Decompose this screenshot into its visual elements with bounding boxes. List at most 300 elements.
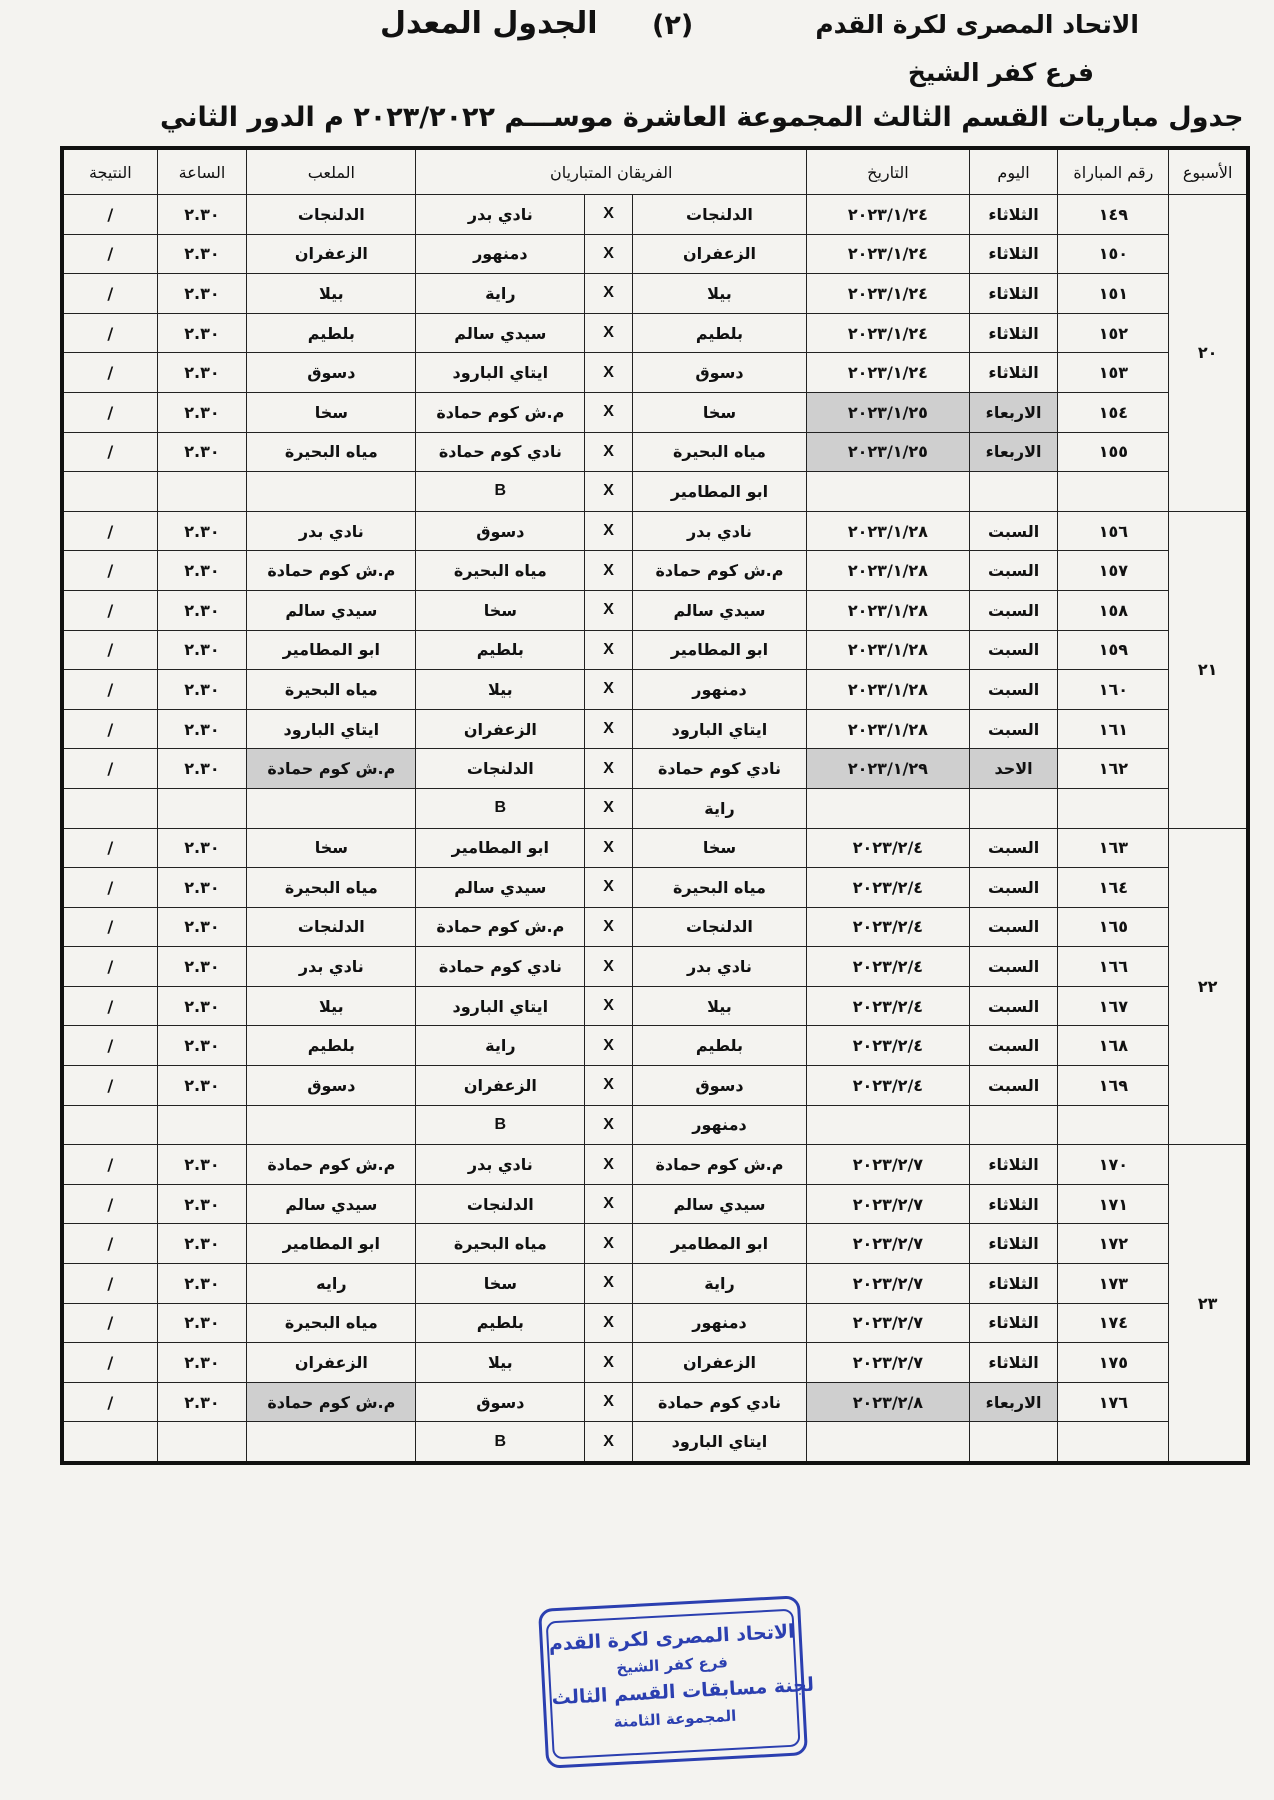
home-team: ايتاي البارود (632, 709, 806, 749)
kickoff-time: ٢.٣٠ (157, 828, 247, 868)
kickoff-time: ٢.٣٠ (157, 392, 247, 432)
match-number: ١٦٦ (1058, 947, 1169, 987)
match-day: السبت (969, 590, 1058, 630)
match-number: ١٥٦ (1058, 511, 1169, 551)
empty-cell (969, 472, 1058, 512)
bye-label: B (416, 1422, 585, 1463)
away-team: بيلا (416, 670, 585, 710)
away-team: الزعفران (416, 1066, 585, 1106)
match-day: الثلاثاء (969, 234, 1058, 274)
venue: رايه (247, 1264, 416, 1304)
stamp-line-1: الاتحاد المصرى لكرة القدم (548, 1620, 796, 1656)
match-number: ١٦٠ (1058, 670, 1169, 710)
match-number: ١٦١ (1058, 709, 1169, 749)
match-number: ١٦٢ (1058, 749, 1169, 789)
kickoff-time: ٢.٣٠ (157, 313, 247, 353)
match-row (62, 1303, 1248, 1343)
versus-mark: X (585, 274, 633, 314)
match-date: ٢٠٢٣/٢/٧ (807, 1145, 970, 1185)
result: / (62, 313, 157, 353)
match-number: ١٦٥ (1058, 907, 1169, 947)
match-date: ٢٠٢٣/٢/٤ (807, 947, 970, 987)
kickoff-time: ٢.٣٠ (157, 907, 247, 947)
home-team: الزعفران (632, 1343, 806, 1383)
match-day: السبت (969, 1026, 1058, 1066)
result: / (62, 551, 157, 591)
away-team: الدلنجات (416, 1184, 585, 1224)
venue: مياه البحيرة (247, 1303, 416, 1343)
venue: الدلنجات (247, 195, 416, 235)
match-row (62, 630, 1248, 670)
versus-mark: X (585, 392, 633, 432)
match-number: ١٦٤ (1058, 868, 1169, 908)
match-day: السبت (969, 986, 1058, 1026)
versus-mark: X (585, 709, 633, 749)
home-team: دسوق (632, 353, 806, 393)
col-result: النتيجة (62, 148, 157, 195)
result: / (62, 1264, 157, 1304)
match-number: ١٥٥ (1058, 432, 1169, 472)
away-team: سيدي سالم (416, 313, 585, 353)
kickoff-time: ٢.٣٠ (157, 551, 247, 591)
match-day: الثلاثاء (969, 1343, 1058, 1383)
versus-mark: X (585, 511, 633, 551)
result: / (62, 1343, 157, 1383)
stamp-line-4: المجموعة الثامنة (613, 1706, 737, 1732)
match-number: ١٧٦ (1058, 1382, 1169, 1422)
match-date: ٢٠٢٣/١/٢٩ (807, 749, 970, 789)
match-day: السبت (969, 511, 1058, 551)
match-date: ٢٠٢٣/٢/٤ (807, 1066, 970, 1106)
match-day: السبت (969, 630, 1058, 670)
venue: الزعفران (247, 234, 416, 274)
schedule-title: الجدول المعدل (380, 6, 598, 41)
home-team: راية (632, 1264, 806, 1304)
versus-mark: X (585, 551, 633, 591)
stamp-line-2: فرع كفر الشيخ (615, 1653, 729, 1677)
venue: الدلنجات (247, 907, 416, 947)
kickoff-time: ٢.٣٠ (157, 1224, 247, 1264)
home-team: نادي بدر (632, 511, 806, 551)
match-date: ٢٠٢٣/١/٢٨ (807, 709, 970, 749)
away-team: بيلا (416, 1343, 585, 1383)
match-date: ٢٠٢٣/٢/٧ (807, 1264, 970, 1304)
match-number: ١٤٩ (1058, 195, 1169, 235)
match-schedule-table (60, 146, 1250, 1465)
venue: الزعفران (247, 1343, 416, 1383)
match-row (62, 353, 1248, 393)
empty-cell (247, 1422, 416, 1463)
match-date: ٢٠٢٣/١/٢٤ (807, 195, 970, 235)
match-day: السبت (969, 709, 1058, 749)
away-team: راية (416, 1026, 585, 1066)
match-day: السبت (969, 947, 1058, 987)
versus-mark: X (585, 630, 633, 670)
official-stamp (538, 1595, 815, 1768)
match-day: السبت (969, 868, 1058, 908)
match-row (62, 828, 1248, 868)
venue: سيدي سالم (247, 590, 416, 630)
home-team: مياه البحيرة (632, 868, 806, 908)
bye-team: ايتاي البارود (632, 1422, 806, 1463)
match-date: ٢٠٢٣/٢/٧ (807, 1303, 970, 1343)
result: / (62, 353, 157, 393)
col-date: التاريخ (807, 148, 970, 195)
main-title: جدول مباريات القسم الثالث المجموعة العاشرة موســـم ٢٠٢٣/٢٠٢٢ م الدور الثاني (160, 102, 1244, 133)
col-match-number: رقم المباراة (1058, 148, 1169, 195)
empty-cell (247, 788, 416, 828)
bye-row (62, 1422, 1248, 1463)
home-team: سخا (632, 828, 806, 868)
result: / (62, 432, 157, 472)
match-date: ٢٠٢٣/١/٢٨ (807, 551, 970, 591)
kickoff-time: ٢.٣٠ (157, 1026, 247, 1066)
match-day: الثلاثاء (969, 1264, 1058, 1304)
home-team: بلطيم (632, 1026, 806, 1066)
kickoff-time: ٢.٣٠ (157, 947, 247, 987)
versus-mark: X (585, 1145, 633, 1185)
match-row (62, 590, 1248, 630)
match-number: ١٧١ (1058, 1184, 1169, 1224)
match-date: ٢٠٢٣/٢/٤ (807, 907, 970, 947)
empty-cell (807, 472, 970, 512)
bye-row (62, 472, 1248, 512)
match-date: ٢٠٢٣/١/٢٨ (807, 511, 970, 551)
match-row (62, 551, 1248, 591)
away-team: دسوق (416, 511, 585, 551)
table-body (62, 195, 1248, 1464)
match-day: الثلاثاء (969, 1145, 1058, 1185)
match-number: ١٧٤ (1058, 1303, 1169, 1343)
match-day: الثلاثاء (969, 313, 1058, 353)
match-row (62, 947, 1248, 987)
match-day: السبت (969, 907, 1058, 947)
kickoff-time: ٢.٣٠ (157, 868, 247, 908)
match-number: ١٥٩ (1058, 630, 1169, 670)
kickoff-time: ٢.٣٠ (157, 749, 247, 789)
empty-cell (247, 472, 416, 512)
versus-mark: X (585, 1184, 633, 1224)
match-row (62, 1264, 1248, 1304)
federation-name: الاتحاد المصرى لكرة القدم (815, 10, 1139, 39)
away-team: سخا (416, 590, 585, 630)
result: / (62, 828, 157, 868)
match-row (62, 432, 1248, 472)
match-number: ١٧٥ (1058, 1343, 1169, 1383)
match-row (62, 1066, 1248, 1106)
kickoff-time: ٢.٣٠ (157, 353, 247, 393)
week-number: ٢٢ (1169, 828, 1248, 1145)
venue: ابو المطامير (247, 630, 416, 670)
empty-cell (969, 1422, 1058, 1463)
bye-team: دمنهور (632, 1105, 806, 1145)
match-date: ٢٠٢٣/١/٢٨ (807, 630, 970, 670)
versus-mark: X (585, 1343, 633, 1383)
kickoff-time: ٢.٣٠ (157, 195, 247, 235)
venue: سخا (247, 392, 416, 432)
home-team: الدلنجات (632, 907, 806, 947)
empty-cell (157, 472, 247, 512)
col-week: الأسبوع (1169, 148, 1248, 195)
match-number: ١٥٣ (1058, 353, 1169, 393)
stamp-line-3: لجنة مسابقات القسم الثالث (551, 1673, 815, 1710)
result: / (62, 947, 157, 987)
bye-row (62, 788, 1248, 828)
empty-cell (969, 1105, 1058, 1145)
empty-cell (247, 1105, 416, 1145)
match-row (62, 392, 1248, 432)
home-team: مياه البحيرة (632, 432, 806, 472)
empty-cell (1058, 788, 1169, 828)
kickoff-time: ٢.٣٠ (157, 1303, 247, 1343)
kickoff-time: ٢.٣٠ (157, 1184, 247, 1224)
home-team: دمنهور (632, 1303, 806, 1343)
bye-label: B (416, 788, 585, 828)
versus-mark: X (585, 1224, 633, 1264)
empty-cell (157, 1105, 247, 1145)
kickoff-time: ٢.٣٠ (157, 986, 247, 1026)
away-team: الزعفران (416, 709, 585, 749)
away-team: دسوق (416, 1382, 585, 1422)
match-row (62, 234, 1248, 274)
match-number: ١٧٣ (1058, 1264, 1169, 1304)
venue: م.ش كوم حمادة (247, 749, 416, 789)
result: / (62, 1224, 157, 1264)
match-day: السبت (969, 1066, 1058, 1106)
col-venue: الملعب (247, 148, 416, 195)
result: / (62, 1382, 157, 1422)
branch-name: فرع كفر الشيخ (907, 58, 1094, 87)
bye-label: B (416, 472, 585, 512)
home-team: نادي كوم حمادة (632, 1382, 806, 1422)
week-number: ٢٣ (1169, 1145, 1248, 1463)
result: / (62, 234, 157, 274)
match-date: ٢٠٢٣/١/٢٤ (807, 274, 970, 314)
match-day: الثلاثاء (969, 1184, 1058, 1224)
away-team: ايتاي البارود (416, 353, 585, 393)
empty-cell (62, 1422, 157, 1463)
home-team: ابو المطامير (632, 1224, 806, 1264)
venue: مياه البحيرة (247, 868, 416, 908)
match-number: ١٦٩ (1058, 1066, 1169, 1106)
away-team: م.ش كوم حمادة (416, 907, 585, 947)
match-date: ٢٠٢٣/١/٢٤ (807, 313, 970, 353)
match-row (62, 1224, 1248, 1264)
match-day: السبت (969, 551, 1058, 591)
match-date: ٢٠٢٣/١/٢٥ (807, 432, 970, 472)
versus-mark: X (585, 1105, 633, 1145)
kickoff-time: ٢.٣٠ (157, 1145, 247, 1185)
home-team: نادي كوم حمادة (632, 749, 806, 789)
versus-mark: X (585, 749, 633, 789)
empty-cell (62, 472, 157, 512)
home-team: نادي بدر (632, 947, 806, 987)
away-team: راية (416, 274, 585, 314)
result: / (62, 670, 157, 710)
versus-mark: X (585, 947, 633, 987)
empty-cell (62, 788, 157, 828)
versus-mark: X (585, 472, 633, 512)
kickoff-time: ٢.٣٠ (157, 1382, 247, 1422)
result: / (62, 709, 157, 749)
versus-mark: X (585, 828, 633, 868)
match-number: ١٥٨ (1058, 590, 1169, 630)
match-number: ١٥٧ (1058, 551, 1169, 591)
result: / (62, 1145, 157, 1185)
match-row (62, 1382, 1248, 1422)
match-day: الثلاثاء (969, 1224, 1058, 1264)
home-team: دسوق (632, 1066, 806, 1106)
match-day: الثلاثاء (969, 195, 1058, 235)
match-date: ٢٠٢٣/٢/٧ (807, 1343, 970, 1383)
match-number: ١٥٢ (1058, 313, 1169, 353)
away-team: مياه البحيرة (416, 551, 585, 591)
away-team: سيدي سالم (416, 868, 585, 908)
match-day: الاربعاء (969, 1382, 1058, 1422)
versus-mark: X (585, 1422, 633, 1463)
match-row (62, 868, 1248, 908)
versus-mark: X (585, 986, 633, 1026)
venue: م.ش كوم حمادة (247, 1145, 416, 1185)
match-row (62, 274, 1248, 314)
versus-mark: X (585, 313, 633, 353)
kickoff-time: ٢.٣٠ (157, 274, 247, 314)
versus-mark: X (585, 432, 633, 472)
match-day: السبت (969, 670, 1058, 710)
venue: م.ش كوم حمادة (247, 551, 416, 591)
away-team: سخا (416, 1264, 585, 1304)
venue: م.ش كوم حمادة (247, 1382, 416, 1422)
match-row (62, 709, 1248, 749)
kickoff-time: ٢.٣٠ (157, 590, 247, 630)
match-row (62, 986, 1248, 1026)
match-row (62, 313, 1248, 353)
match-day: الثلاثاء (969, 353, 1058, 393)
empty-cell (157, 1422, 247, 1463)
venue: بيلا (247, 274, 416, 314)
empty-cell (969, 788, 1058, 828)
versus-mark: X (585, 788, 633, 828)
result: / (62, 392, 157, 432)
versus-mark: X (585, 1264, 633, 1304)
empty-cell (1058, 1422, 1169, 1463)
away-team: بلطيم (416, 1303, 585, 1343)
match-number: ١٥١ (1058, 274, 1169, 314)
home-team: سخا (632, 392, 806, 432)
empty-cell (1058, 1105, 1169, 1145)
result: / (62, 195, 157, 235)
match-row (62, 1343, 1248, 1383)
kickoff-time: ٢.٣٠ (157, 1066, 247, 1106)
result: / (62, 986, 157, 1026)
home-team: بيلا (632, 986, 806, 1026)
away-team: ابو المطامير (416, 828, 585, 868)
result: / (62, 511, 157, 551)
kickoff-time: ٢.٣٠ (157, 432, 247, 472)
kickoff-time: ٢.٣٠ (157, 1343, 247, 1383)
empty-cell (1058, 472, 1169, 512)
venue: نادي بدر (247, 511, 416, 551)
kickoff-time: ٢.٣٠ (157, 670, 247, 710)
venue: مياه البحيرة (247, 432, 416, 472)
home-team: م.ش كوم حمادة (632, 1145, 806, 1185)
match-number: ١٦٣ (1058, 828, 1169, 868)
result: / (62, 590, 157, 630)
home-team: بيلا (632, 274, 806, 314)
home-team: سيدي سالم (632, 1184, 806, 1224)
match-day: الثلاثاء (969, 274, 1058, 314)
versus-mark: X (585, 234, 633, 274)
result: / (62, 274, 157, 314)
result: / (62, 630, 157, 670)
result: / (62, 1026, 157, 1066)
versus-mark: X (585, 195, 633, 235)
bye-label: B (416, 1105, 585, 1145)
empty-cell (807, 1422, 970, 1463)
versus-mark: X (585, 353, 633, 393)
col-time: الساعة (157, 148, 247, 195)
bye-team: راية (632, 788, 806, 828)
match-date: ٢٠٢٣/٢/٧ (807, 1224, 970, 1264)
empty-cell (62, 1105, 157, 1145)
versus-mark: X (585, 670, 633, 710)
away-team: دمنهور (416, 234, 585, 274)
match-number: ١٥٤ (1058, 392, 1169, 432)
venue: مياه البحيرة (247, 670, 416, 710)
home-team: ابو المطامير (632, 630, 806, 670)
kickoff-time: ٢.٣٠ (157, 1264, 247, 1304)
col-teams: الفريقان المتباريان (416, 148, 807, 195)
venue: بلطيم (247, 1026, 416, 1066)
col-day: اليوم (969, 148, 1058, 195)
match-date: ٢٠٢٣/٢/٤ (807, 1026, 970, 1066)
match-date: ٢٠٢٣/١/٢٨ (807, 590, 970, 630)
away-team: نادي بدر (416, 195, 585, 235)
versus-mark: X (585, 1303, 633, 1343)
kickoff-time: ٢.٣٠ (157, 511, 247, 551)
venue: نادي بدر (247, 947, 416, 987)
match-number: ١٧٠ (1058, 1145, 1169, 1185)
match-date: ٢٠٢٣/١/٢٥ (807, 392, 970, 432)
venue: بلطيم (247, 313, 416, 353)
versus-mark: X (585, 907, 633, 947)
away-team: بلطيم (416, 630, 585, 670)
venue: دسوق (247, 353, 416, 393)
page-number: (٢) (652, 10, 694, 41)
header-row (62, 148, 1248, 195)
match-day: الثلاثاء (969, 1303, 1058, 1343)
result: / (62, 868, 157, 908)
match-date: ٢٠٢٣/٢/٤ (807, 986, 970, 1026)
versus-mark: X (585, 868, 633, 908)
match-date: ٢٠٢٣/٢/٨ (807, 1382, 970, 1422)
bye-row (62, 1105, 1248, 1145)
away-team: الدلنجات (416, 749, 585, 789)
match-number: ١٦٧ (1058, 986, 1169, 1026)
kickoff-time: ٢.٣٠ (157, 234, 247, 274)
home-team: الدلنجات (632, 195, 806, 235)
versus-mark: X (585, 1026, 633, 1066)
result: / (62, 1303, 157, 1343)
away-team: مياه البحيرة (416, 1224, 585, 1264)
match-row (62, 749, 1248, 789)
kickoff-time: ٢.٣٠ (157, 709, 247, 749)
home-team: الزعفران (632, 234, 806, 274)
match-day: الاربعاء (969, 392, 1058, 432)
match-date: ٢٠٢٣/١/٢٤ (807, 234, 970, 274)
match-number: ١٦٨ (1058, 1026, 1169, 1066)
venue: سخا (247, 828, 416, 868)
